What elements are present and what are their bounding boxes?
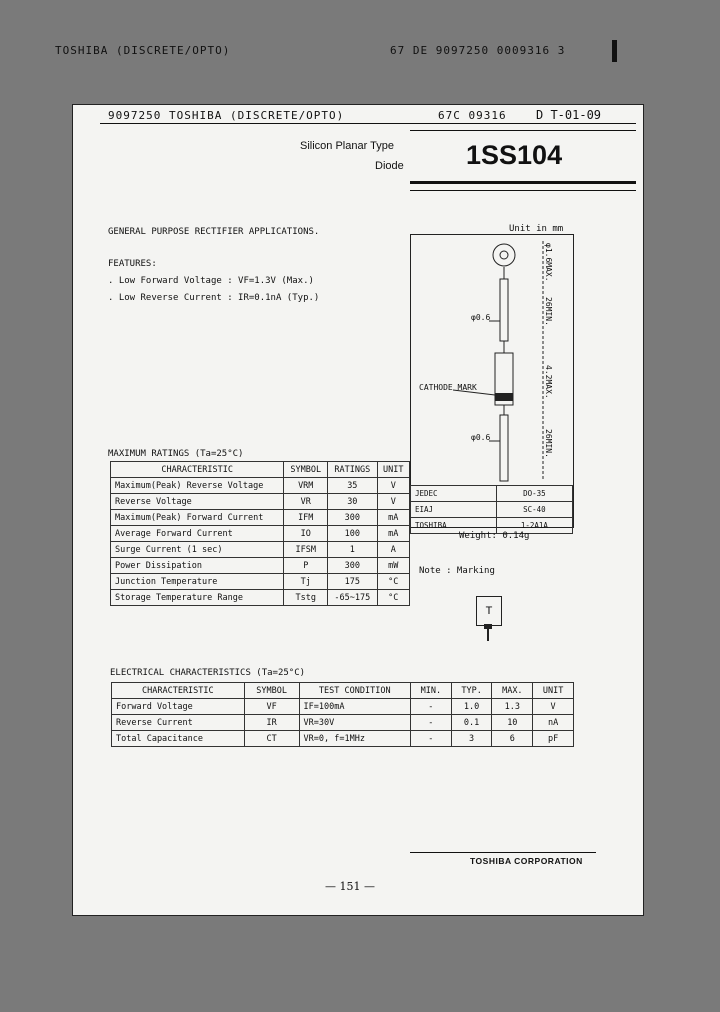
table-cell-symbol: VR [284,494,328,510]
table-cell-symbol: Tj [284,574,328,590]
table-cell-characteristic: Surge Current (1 sec) [111,542,284,558]
table-cell-unit: mA [377,510,410,526]
max-ratings-body [111,478,410,606]
marking-note: Note : Marking [419,566,495,576]
package-outline-box [410,234,574,528]
col-test-condition: TEST CONDITION [299,683,410,699]
table-row [112,731,574,747]
table-cell-symbol: Tstg [284,590,328,606]
table-cell-max: 1.3 [492,699,533,715]
table-cell-characteristic: Maximum(Peak) Forward Current [111,510,284,526]
table-cell-unit: V [533,699,574,715]
table-cell-unit: mW [377,558,410,574]
col-symbol: SYMBOL [244,683,299,699]
table-cell-unit: mA [377,526,410,542]
table-header-row [111,462,410,478]
table-cell-min: - [410,731,451,747]
table-row [111,574,410,590]
dim-diameter: φ1.6MAX. [544,243,553,282]
table-row [112,715,574,731]
table-cell-characteristic: Reverse Voltage [111,494,284,510]
table-cell-ratings: 100 [328,526,377,542]
table-cell-characteristic: Total Capacitance [112,731,245,747]
registration-bar [612,40,617,62]
elec-title: ELECTRICAL CHARACTERISTICS (Ta=25°C) [110,668,306,678]
std-code: SC-40 [496,502,572,518]
table-row [411,502,573,518]
max-ratings-title: MAXIMUM RATINGS (Ta=25°C) [108,449,244,459]
unit-label: Unit in mm [509,224,564,234]
std-code: DO-35 [496,486,572,502]
corporation-name: TOSHIBA CORPORATION [470,856,583,866]
table-cell-symbol: VF [244,699,299,715]
table-cell-unit: °C [377,590,410,606]
table-cell-symbol: IFM [284,510,328,526]
table-cell-ratings: 175 [328,574,377,590]
table-cell-unit: pF [533,731,574,747]
table-cell-max: 10 [492,715,533,731]
table-cell-unit: V [377,494,410,510]
max-ratings-table [110,461,410,606]
table-row [111,558,410,574]
table-cell-symbol: IO [284,526,328,542]
elec-table [111,682,574,747]
std-name: TOSHIBA [411,518,497,534]
table-row [111,542,410,558]
table-cell-unit: A [377,542,410,558]
table-cell-ratings: 300 [328,510,377,526]
table-cell-test-condition: VR=0, f=1MHz [299,731,410,747]
table-row [111,590,410,606]
std-name: JEDEC [411,486,497,502]
table-cell-ratings: 35 [328,478,377,494]
lead-diameter-top: φ0.6 [471,313,491,322]
table-cell-characteristic: Power Dissipation [111,558,284,574]
table-cell-symbol: VRM [284,478,328,494]
features-label: FEATURES: [108,259,157,269]
title-rule-thick [410,181,636,184]
table-cell-test-condition: IF=100mA [299,699,410,715]
table-header-row [112,683,574,699]
col-symbol: SYMBOL [284,462,328,478]
feature-reverse-current: . Low Reverse Current : IR=0.1nA (Typ.) [108,293,320,303]
application-text: GENERAL PURPOSE RECTIFIER APPLICATIONS. [108,227,320,237]
table-cell-characteristic: Average Forward Current [111,526,284,542]
table-cell-unit: nA [533,715,574,731]
table-cell-characteristic: Storage Temperature Range [111,590,284,606]
lead-diameter-bottom: φ0.6 [471,433,491,442]
std-code: 1-2A1A [496,518,572,534]
package-weight: Weight: 0.14g [459,531,530,541]
marking-lead [487,629,489,641]
col-typ: TYP. [451,683,492,699]
col-characteristic: CHARACTERISTIC [112,683,245,699]
table-cell-unit: V [377,478,410,494]
table-cell-ratings: -65~175 [328,590,377,606]
col-unit: UNIT [533,683,574,699]
marking-letter: T [485,605,493,617]
top-strip-left: TOSHIBA (DISCRETE/OPTO) [55,44,231,57]
table-row [111,510,410,526]
cathode-mark-label: CATHODE MARK [419,383,477,392]
col-characteristic: CHARACTERISTIC [111,462,284,478]
col-min: MIN. [410,683,451,699]
package-standards-table [410,485,573,534]
table-row [111,494,410,510]
title-rule-top [410,130,636,131]
dim-body-length: 4.2MAX. [544,365,553,399]
device-type: Silicon Planar Type [300,140,394,152]
table-cell-characteristic: Forward Voltage [112,699,245,715]
table-cell-ratings: 1 [328,542,377,558]
table-cell-typ: 0.1 [451,715,492,731]
part-number: 1SS104 [466,140,563,170]
table-cell-test-condition: VR=30V [299,715,410,731]
page-number: — 151 — [325,880,375,893]
dim-lead-length-bottom: 26MIN. [544,429,553,458]
table-cell-typ: 3 [451,731,492,747]
table-cell-characteristic: Maximum(Peak) Reverse Voltage [111,478,284,494]
marking-body [476,596,502,626]
table-row [112,699,574,715]
top-strip [55,44,625,57]
table-cell-max: 6 [492,731,533,747]
device-category: Diode [375,160,404,172]
header-doc: 67C 09316 [438,109,507,122]
table-cell-min: - [410,699,451,715]
col-ratings: RATINGS [328,462,377,478]
header-rule [100,123,636,124]
header-date: D T-01-09 [536,108,602,122]
std-name: EIAJ [411,502,497,518]
table-cell-characteristic: Reverse Current [112,715,245,731]
dim-lead-length-top: 26MIN. [544,297,553,326]
table-cell-ratings: 30 [328,494,377,510]
top-strip-right: 67 DE 9097250 0009316 3 [390,44,566,57]
table-cell-symbol: CT [244,731,299,747]
feature-forward-voltage: . Low Forward Voltage : VF=1.3V (Max.) [108,276,314,286]
table-cell-ratings: 300 [328,558,377,574]
col-unit: UNIT [377,462,410,478]
table-cell-min: - [410,715,451,731]
table-row [111,478,410,494]
table-cell-unit: °C [377,574,410,590]
elec-body [112,699,574,747]
table-cell-symbol: IR [244,715,299,731]
table-cell-symbol: P [284,558,328,574]
title-rule-bottom [410,190,636,191]
header-code: 9097250 TOSHIBA (DISCRETE/OPTO) [108,109,345,122]
table-cell-typ: 1.0 [451,699,492,715]
table-row [411,486,573,502]
col-max: MAX. [492,683,533,699]
table-cell-characteristic: Junction Temperature [111,574,284,590]
table-row [111,526,410,542]
footer-rule [410,852,596,853]
table-cell-symbol: IFSM [284,542,328,558]
